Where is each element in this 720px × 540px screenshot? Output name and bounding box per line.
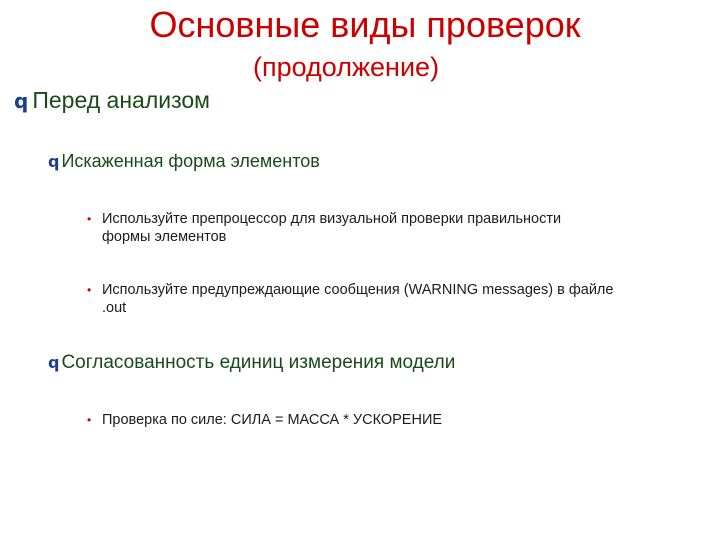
bullet-dot-icon: • [87,283,92,297]
section-heading: Перед анализом [32,87,210,113]
checkbox-bullet-icon: q [48,353,60,372]
bullet-text-line: .out [102,300,127,316]
bullet-text-line: Используйте предупреждающие сообщения (WARNING messages) в файле [102,282,614,298]
slide-title: Основные виды проверок [149,4,581,45]
section-before-analysis [14,85,210,116]
checkbox-bullet-icon: q [48,152,60,171]
bullet-item [87,210,561,246]
bullet-item [87,411,442,429]
bullet-text-line: Проверка по силе: СИЛА = МАССА * УСКОРЕНИЕ [102,412,443,428]
bullet-item [87,281,613,317]
subsection-heading: Искаженная форма элементов [61,151,320,171]
subsection-heading: Согласованность единиц измерения модели [61,352,456,373]
subsection-unit-consistency [48,351,455,375]
bullet-text-line: формы элементов [102,229,227,245]
bullet-dot-icon: • [87,413,92,427]
bullet-text-line: Используйте препроцессор для визуальной проверки правильности [102,211,562,227]
checkbox-bullet-icon: q [14,89,29,113]
subsection-element-shape [48,149,320,174]
slide-subtitle: (продолжение) [253,52,440,82]
bullet-dot-icon: • [87,212,92,226]
